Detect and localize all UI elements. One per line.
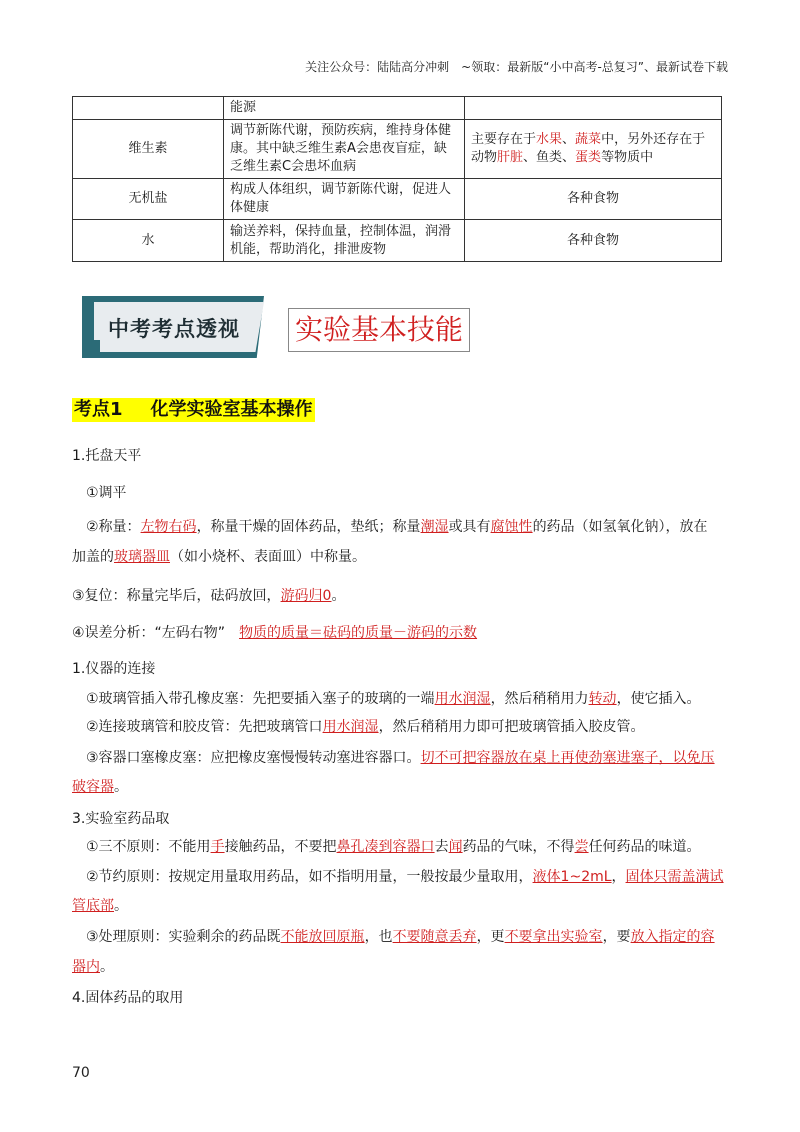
- answer-blank: 腐蚀性: [490, 519, 533, 535]
- table-row: [73, 220, 722, 262]
- content-line: [72, 924, 742, 950]
- nutrient-name: [73, 97, 224, 120]
- nutrient-name: 无机盐: [73, 179, 224, 220]
- nutrient-source: [465, 97, 722, 120]
- text-span: ，然后稍稍用力即可把玻璃管插入胶皮管。: [378, 719, 645, 735]
- text-span: ③容器口塞橡皮塞：应把橡皮塞慢慢转动塞进容器口。: [86, 750, 421, 766]
- text-span: 。: [114, 779, 128, 795]
- answer-blank: 潮湿: [420, 519, 449, 535]
- content-line: [72, 443, 728, 469]
- text-span: 接触药品，不要把: [224, 839, 337, 855]
- answer-blank: 鼻孔凑到容器口: [336, 839, 435, 855]
- text-span: ②称量：: [86, 519, 141, 535]
- answer-blank: 固体只需盖满试: [625, 869, 724, 885]
- text-span: ④误差分析：“左码右物”: [72, 625, 240, 641]
- content-line: [72, 774, 728, 800]
- answer-blank: 切不可把容器放在桌上再使劲塞进塞子，以免压: [420, 750, 715, 766]
- content-line: [72, 985, 728, 1011]
- table-row: [73, 97, 722, 120]
- answer-blank: 转动: [588, 691, 617, 707]
- nutrient-function: 输送养料，保持血量，控制体温，润滑机能，帮助消化，排泄废物: [224, 220, 465, 262]
- text-span: 。: [100, 959, 114, 975]
- content-line: [72, 893, 728, 919]
- text-span: 主要存在于: [471, 132, 537, 147]
- text-span: ，也: [364, 929, 393, 945]
- text-span: ，更: [476, 929, 505, 945]
- answer-blank: 物质的质量＝砝码的质量－游码的示数: [239, 625, 478, 641]
- content-line: [72, 864, 742, 890]
- content-line: [72, 806, 728, 832]
- text-span: ①调平: [86, 485, 127, 501]
- answer-blank: 玻璃器皿: [114, 549, 170, 565]
- answer-blank: 手: [210, 839, 225, 855]
- text-span: 等物质中: [601, 150, 654, 165]
- nutrient-function: 能源: [224, 97, 465, 120]
- text-span: 加盖的: [72, 549, 114, 565]
- nutrient-table: [72, 96, 722, 262]
- answer-blank: 用水润湿: [322, 719, 379, 735]
- highlight-text: 肝脏: [497, 150, 524, 165]
- text-span: 的药品（如氢氧化钠），放在: [532, 519, 708, 535]
- content-line: [72, 480, 742, 506]
- table-row: [73, 179, 722, 220]
- answer-blank: 尝: [574, 839, 589, 855]
- text-span: 任何药品的味道。: [588, 839, 701, 855]
- content-line: [72, 656, 728, 682]
- text-span: 去: [434, 839, 449, 855]
- answer-blank: 放入指定的容: [630, 929, 715, 945]
- content-line: [72, 583, 728, 609]
- answer-blank: 破容器: [72, 779, 114, 795]
- content-line: [72, 686, 742, 712]
- answer-blank: 左物右码: [140, 519, 197, 535]
- text-span: ①三不原则：不能用: [86, 839, 211, 855]
- content-line: [72, 954, 728, 980]
- text-span: ，使它插入。: [616, 691, 701, 707]
- content-line: [72, 745, 742, 771]
- answer-blank: 闻: [448, 839, 463, 855]
- text-span: 4.固体药品的取用: [72, 990, 184, 1006]
- text-span: （如小烧杯、表面皿）中称量。: [170, 549, 366, 565]
- nutrient-name: 维生素: [73, 120, 224, 179]
- text-span: 药品的气味，不得: [462, 839, 575, 855]
- text-span: 、鱼类、: [523, 150, 576, 165]
- text-span: 1.托盘天平: [72, 448, 142, 464]
- kaodian-title: 化学实验室基本操作: [150, 399, 313, 420]
- exam-banner: [82, 296, 272, 358]
- text-span: 、: [562, 132, 576, 147]
- text-span: ③复位：称量完毕后，砝码放回，: [72, 588, 281, 604]
- text-span: 或具有: [448, 519, 491, 535]
- answer-blank: 游码归0: [280, 588, 332, 604]
- nutrient-name: 水: [73, 220, 224, 262]
- answer-blank: 不要拿出实验室: [504, 929, 603, 945]
- text-span: 1.仪器的连接: [72, 661, 156, 677]
- nutrient-function: 构成人体组织，调节新陈代谢，促进人体健康: [224, 179, 465, 220]
- text-span: ，然后稍稍用力: [490, 691, 589, 707]
- answer-blank: 不要随意丢弃: [392, 929, 477, 945]
- text-span: ①玻璃管插入带孔橡皮塞：先把要插入塞子的玻璃的一端: [86, 691, 435, 707]
- nutrient-source: 各种食物: [465, 220, 722, 262]
- answer-blank: 管底部: [72, 898, 114, 914]
- text-span: ③处理原则：实验剩余的药品既: [86, 929, 281, 945]
- text-span: ，: [611, 869, 626, 885]
- nutrient-source: 各种食物: [465, 179, 722, 220]
- kaodian-heading: [72, 398, 315, 422]
- text-span: 3.实验室药品取: [72, 811, 170, 827]
- content-line: [72, 544, 728, 570]
- text-span: 。: [331, 588, 346, 604]
- text-span: 中，另外还存在于动物: [471, 132, 706, 165]
- highlight-text: 蔬菜: [575, 132, 602, 147]
- answer-blank: 器内: [72, 959, 100, 975]
- table-row: [73, 120, 722, 179]
- banner-title: 中考考点透视: [108, 317, 240, 341]
- content-line: [72, 714, 742, 740]
- text-span: ②连接玻璃管和胶皮管：先把玻璃管口: [86, 719, 323, 735]
- nutrient-source: [465, 120, 722, 179]
- text-span: ②节约原则：按规定用量取用药品，如不指明用量，一般按最少量取用，: [86, 869, 533, 885]
- header-note: 关注公众号：陆陆高分冲刺 ~领取：最新版“小中高考-总复习”、最新试卷下载: [305, 60, 728, 74]
- text-span: ，要: [602, 929, 631, 945]
- nutrient-function: 调节新陈代谢，预防疾病，维持身体健康。其中缺乏维生素A会患夜盲症，缺乏维生素C会患坏血病: [224, 120, 465, 179]
- section-title: 实验基本技能: [288, 308, 470, 352]
- answer-blank: 用水润湿: [434, 691, 491, 707]
- answer-blank: 不能放回原瓶: [280, 929, 365, 945]
- kaodian-label: 考点1: [74, 399, 123, 420]
- highlight-text: 水果: [536, 132, 563, 147]
- content-line: [72, 834, 742, 860]
- text-span: ，称量干燥的固体药品，垫纸；称量: [196, 519, 421, 535]
- content-line: [72, 514, 742, 540]
- text-span: 。: [114, 898, 128, 914]
- answer-blank: 液体1~2mL: [532, 869, 612, 885]
- page-number: 70: [72, 1065, 90, 1081]
- highlight-text: 蛋类: [575, 150, 602, 165]
- content-line: [72, 620, 728, 646]
